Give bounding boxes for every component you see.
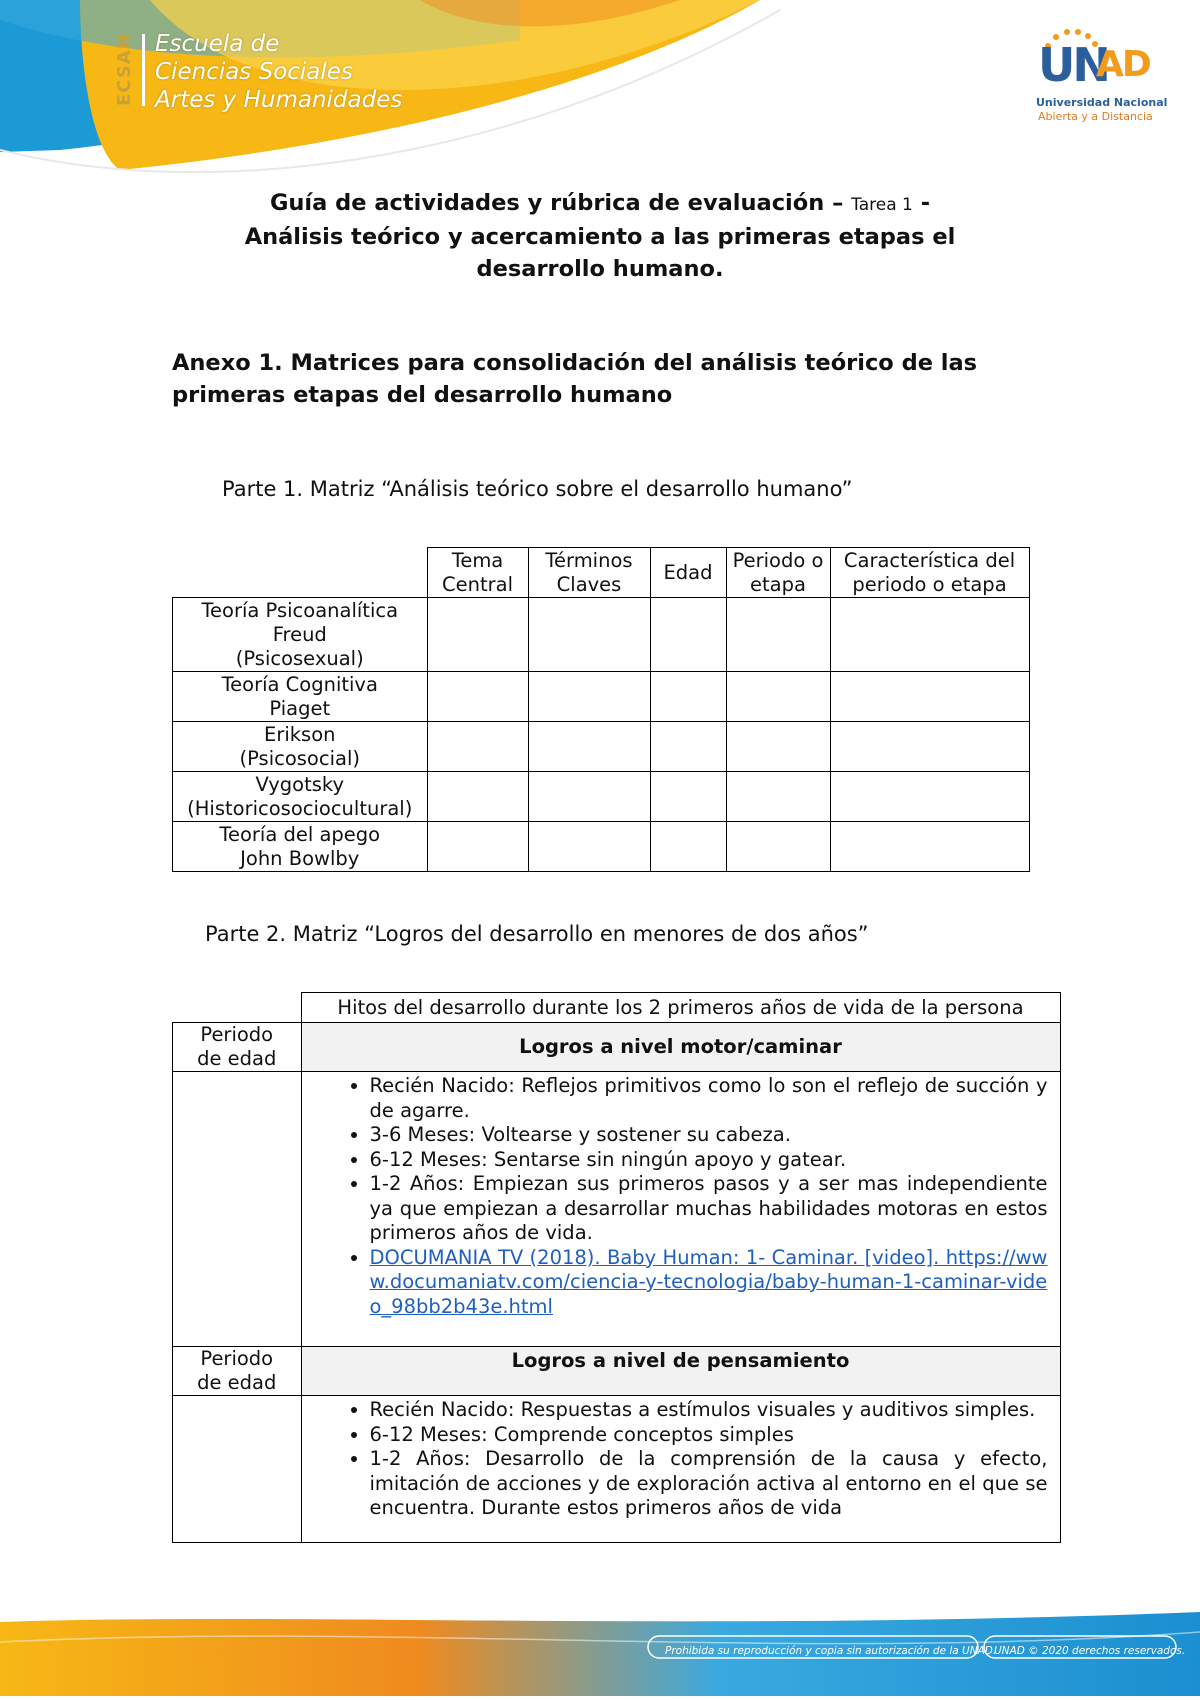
title-line-2: Análisis teórico y acercamiento a las primeras etapas el desarrollo humano.: [244, 224, 956, 282]
table-row: [173, 822, 1030, 872]
cell[interactable]: [726, 822, 830, 872]
cell[interactable]: [726, 772, 830, 822]
table-row: [173, 598, 1030, 672]
period-cell[interactable]: [173, 1072, 302, 1347]
thinking-content: [301, 1396, 1060, 1543]
school-line-1: Escuela de: [155, 31, 280, 57]
school-divider: [142, 34, 145, 106]
cell[interactable]: [650, 772, 726, 822]
school-line-2: Ciencias Sociales: [155, 59, 353, 85]
section-title-motor: Logros a nivel motor/caminar: [301, 1023, 1060, 1072]
row-label: Teoría Psicoanalítica Freud (Psicosexual): [173, 598, 428, 672]
part2-table: [172, 992, 1061, 1543]
cell[interactable]: [650, 722, 726, 772]
part2-heading: Parte 2. Matriz “Logros del desarrollo en menores de dos años”: [205, 922, 869, 946]
cell[interactable]: [830, 772, 1029, 822]
footer-rights: UNAD © 2020 derechos reservados.: [994, 1645, 1186, 1657]
col-header: Periodo o etapa: [726, 548, 830, 598]
table-row: [173, 722, 1030, 772]
list-item: • 6-12 Meses: Sentarse sin ningún apoyo y gatear.: [370, 1148, 1056, 1173]
cell[interactable]: [830, 672, 1029, 722]
cell[interactable]: [726, 598, 830, 672]
table-banner: Hitos del desarrollo durante los 2 primeros años de vida de la persona: [301, 993, 1060, 1023]
logo-line-2: Abierta y a Distancia: [1038, 110, 1153, 123]
col-header: Edad: [650, 548, 726, 598]
thinking-list: [306, 1398, 1056, 1521]
list-item: • Recién Nacido: Reflejos primitivos como lo son el reflejo de succión y de agarre.: [370, 1074, 1056, 1123]
title-dash: -: [912, 190, 931, 216]
period-cell[interactable]: [173, 1396, 302, 1543]
annex-heading: Anexo 1. Matrices para consolidación del análisis teórico de las primeras etapas del desarrollo humano: [172, 350, 978, 408]
document-title: [230, 187, 970, 285]
ecsah-tag: ECSAH: [114, 33, 135, 106]
logo-un: UN: [1038, 38, 1108, 92]
title-main: Guía de actividades y rúbrica de evaluación –: [269, 190, 844, 216]
list-item: • 3-6 Meses: Voltearse y sostener su cabeza.: [370, 1123, 1056, 1148]
col-header: Términos Claves: [528, 548, 650, 598]
cell[interactable]: [830, 722, 1029, 772]
cell[interactable]: [427, 722, 528, 772]
section-title-thinking: Logros a nivel de pensamiento: [301, 1347, 1060, 1396]
logo-ad: AD: [1096, 44, 1150, 85]
cell[interactable]: [650, 672, 726, 722]
cell[interactable]: [650, 598, 726, 672]
cell[interactable]: [528, 822, 650, 872]
part1-heading: Parte 1. Matriz “Análisis teórico sobre el desarrollo humano”: [222, 477, 853, 501]
cell[interactable]: [427, 772, 528, 822]
cell[interactable]: [528, 722, 650, 772]
period-label: Periodo de edad: [173, 1023, 302, 1072]
cell[interactable]: [726, 672, 830, 722]
row-label: Vygotsky (Historicosociocultural): [173, 772, 428, 822]
title-tarea: Tarea 1: [851, 195, 913, 215]
cell[interactable]: [650, 822, 726, 872]
list-item: • 1-2 Años: Desarrollo de la comprensión de la causa y efecto, imitación de acciones y de exploración activa al entorno en el que se encuentra. Durante estos primeros años de vida: [370, 1447, 1056, 1521]
list-item: [370, 1246, 1056, 1320]
logo-line-1: Universidad Nacional: [1036, 96, 1168, 109]
row-label: Erikson (Psicosocial): [173, 722, 428, 772]
col-header: Tema Central: [427, 548, 528, 598]
motor-list: [306, 1074, 1056, 1319]
motor-content: [301, 1072, 1060, 1347]
cell[interactable]: [427, 822, 528, 872]
corner-cell: [173, 548, 428, 598]
cell[interactable]: [726, 722, 830, 772]
video-link[interactable]: DOCUMANIA TV (2018). Baby Human: 1- Caminar. [video]. https://www.documaniatv.com/ciencia-y-tecnologia/baby-human-1-caminar-video_98bb2b43e.html: [369, 1245, 1048, 1318]
footer-copyright-notice: Prohibida su reproducción y copia sin autorización de la UNAD.: [665, 1645, 997, 1657]
table-row: [173, 672, 1030, 722]
cell[interactable]: [830, 598, 1029, 672]
school-name: [155, 30, 402, 114]
table-row: [173, 772, 1030, 822]
cell[interactable]: [528, 672, 650, 722]
unad-logo: [1034, 28, 1168, 128]
list-item: • 6-12 Meses: Comprende conceptos simples: [370, 1423, 1056, 1448]
cell[interactable]: [830, 822, 1029, 872]
cell[interactable]: [427, 672, 528, 722]
cell[interactable]: [528, 772, 650, 822]
part1-table: [172, 547, 1030, 872]
list-item: • Recién Nacido: Respuestas a estímulos visuales y auditivos simples.: [370, 1398, 1056, 1423]
corner-cell: [173, 993, 302, 1023]
row-label: Teoría Cognitiva Piaget: [173, 672, 428, 722]
col-header: Característica del periodo o etapa: [830, 548, 1029, 598]
school-line-3: Artes y Humanidades: [155, 87, 403, 113]
list-item: • 1-2 Años: Empiezan sus primeros pasos y a ser mas independiente ya que empiezan a desarrollar muchas habilidades motoras en estos primeros años de vida.: [370, 1172, 1056, 1246]
cell[interactable]: [427, 598, 528, 672]
cell[interactable]: [528, 598, 650, 672]
row-label: Teoría del apego John Bowlby: [173, 822, 428, 872]
period-label: Periodo de edad: [173, 1347, 302, 1396]
